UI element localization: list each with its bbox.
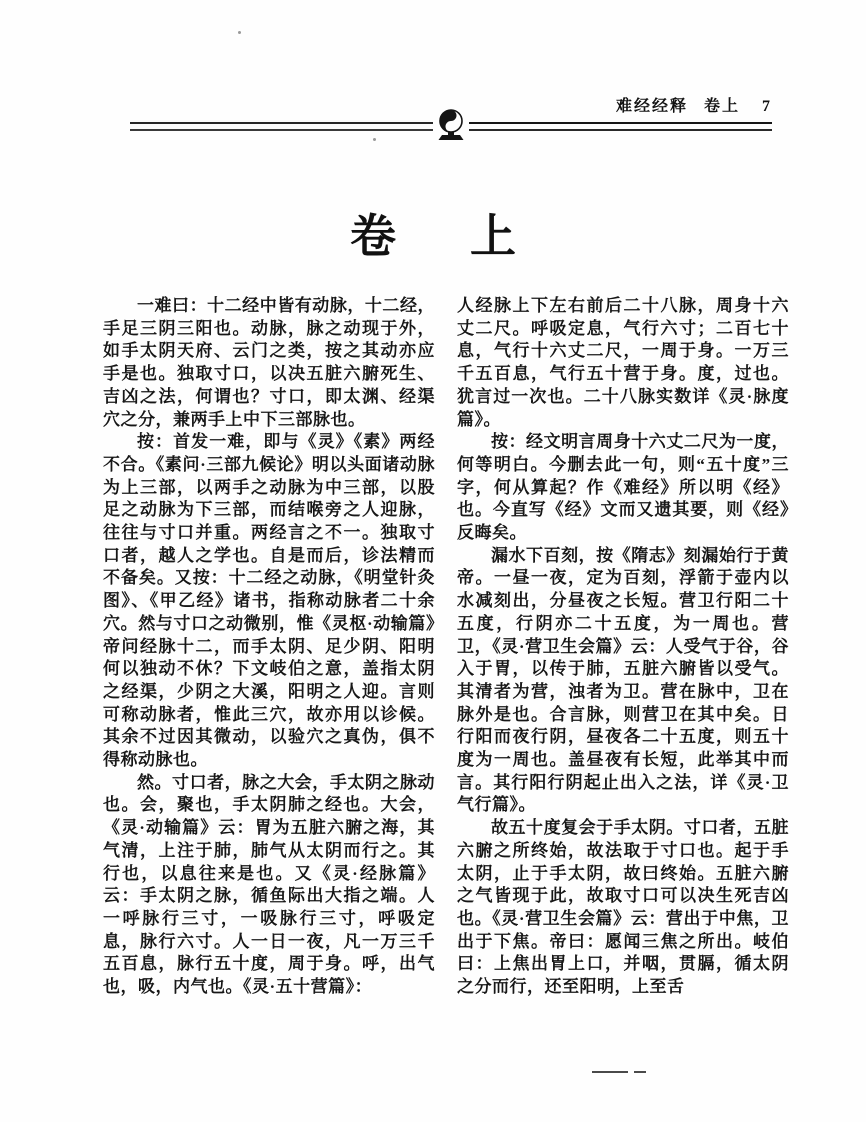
scan-artifact-dash (592, 1071, 628, 1073)
scan-artifact-dot (238, 31, 241, 34)
running-head-volume: 卷上 (703, 98, 740, 115)
text-column-left (103, 295, 435, 999)
paragraph: 然。寸口者，脉之大会，手太阴之脉动也。会，聚也，手太阴肺之经也。大会，《灵·动输篇》云：胃为五脏六腑之海，其气清，上注于肺，肺气从太阴而行之。其行也，以息往来是也。又《灵·经脉篇》云：手太阴之脉，循鱼际出大指之端。人一呼脉行三寸，一吸脉行三寸，呼吸定息，脉行六寸。人一日一夜，凡一万三千五百息，脉行五十度，周于身。呼，出气也，吸，内气也。《灵·五十营篇》： (103, 772, 435, 997)
paragraph: 故五十度复会于手太阴。寸口者，五脏六腑之所终始，故法取于寸口也。起于手太阴，止于手太阴，故曰终始。五脏六腑之气皆现于此，故取寸口可以决生死吉凶也。《灵·营卫生会篇》云：营出于中焦，卫出于下焦。帝曰：愿闻三焦之所出。岐伯曰：上焦出胃上口，并咽，贯膈，循太阴之分而行，还至阳明，上至舌 (457, 818, 789, 997)
paragraph: 人经脉上下左右前后二十八脉，周身十六丈二尺。呼吸定息，气行六寸；二百七十息，气行十六丈二尺，一周于身。一万三千五百息，气行五十营于身。度，过也。犹言过一次也。二十八脉实数详《灵·脉度篇》。 (457, 296, 789, 429)
paragraph: 漏水下百刻，按《隋志》刻漏始行于黄帝。一昼一夜，定为百刻，浮箭于壶内以水减刻出，分昼夜之长短。营卫行阳二十五度，行阴亦二十五度，为一周也。营卫，《灵·营卫生会篇》云：人受气于谷，谷入于胃，以传于肺，五脏六腑皆以受气。其清者为营，浊者为卫。营在脉中，卫在脉外是也。合言脉，则营卫在其中矣。日行阳而夜行阴，昼夜各二十五度，则五十度为一周也。盖昼夜有长短，此举其中而言。其行阳行阴起止出入之法，详《灵·卫气行篇》。 (457, 545, 789, 815)
chapter-title-first-char: 卷 (350, 211, 396, 262)
scan-artifact-dash (634, 1071, 646, 1073)
taiji-book-logo-icon (434, 108, 468, 144)
running-head-page-number: 7 (762, 98, 770, 115)
paragraph: 一难曰：十二经中皆有动脉，十二经，手足三阴三阳也。动脉，脉之动现于外，如手太阴天府、云门之类，按之其动亦应手是也。独取寸口，以决五脏六腑死生、吉凶之法，何谓也？寸口，即太渊、经渠穴之分，兼两手上中下三部脉也。 (103, 296, 435, 429)
header-rule-right-segment (469, 122, 772, 131)
scan-artifact-dot (373, 138, 376, 141)
chapter-title-second-char: 上 (470, 211, 516, 262)
text-body (103, 295, 789, 999)
text-column-right (457, 295, 789, 999)
running-head-book-title: 难经经释 (615, 98, 688, 115)
header-rule-left-segment (130, 122, 433, 131)
paragraph: 按：首发一难，即与《灵》《素》两经不合。《素问·三部九候论》明以头面诸动脉为上三部，以两手之动脉为中三部，以股足之动脉为下三部，而结喉旁之人迎脉，往往与寸口并重。两经言之不一。独取寸口者，越人之学也。自是而后，诊法精而不备矣。又按：十二经之动脉，《明堂针灸图》、《甲乙经》诸书，指称动脉者二十余穴。然与寸口之动微别，惟《灵枢·动输篇》帝问经脉十二，而手太阴、足少阴、阳明何以独动不休？下文岐伯之意，盖指太阴之经渠，少阴之大溪，阳明之人迎。言则可称动脉者，惟此三穴，故亦用以诊候。其余不过因其微动，以验穴之真伪，俱不得称动脉也。 (103, 432, 435, 770)
chapter-title (0, 200, 866, 266)
scan-artifact-mark (592, 1070, 656, 1073)
paragraph: 按：经文明言周身十六丈二尺为一度，何等明白。今删去此一句，则“五十度”三字，何从算起？作《难经》所以明《经》也。今直写《经》文而又遗其要，则《经》反晦矣。 (457, 432, 789, 543)
header-rule (130, 113, 772, 139)
